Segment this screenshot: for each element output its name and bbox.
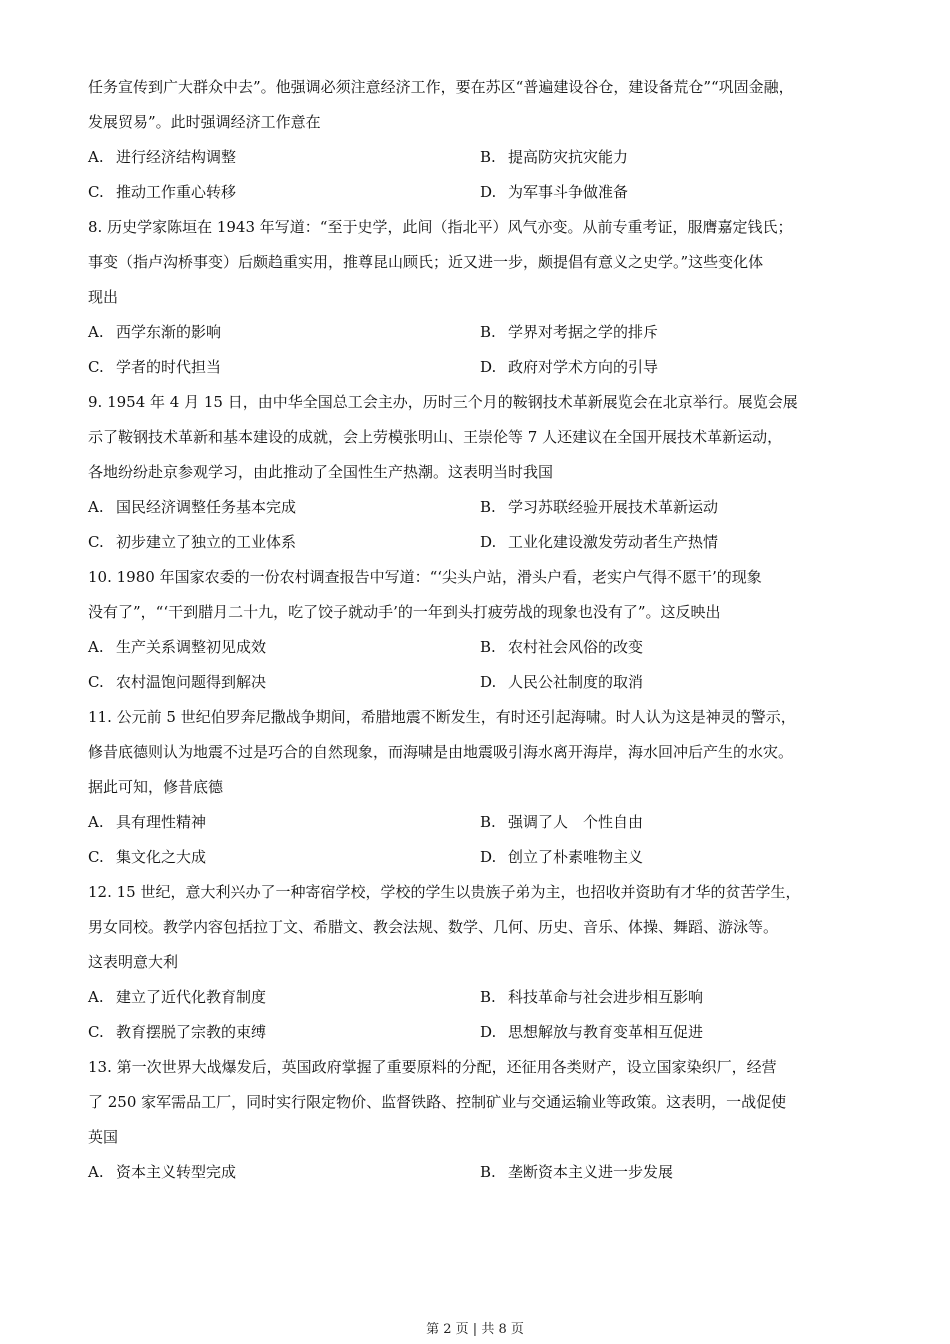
question-text-line: 修昔底德则认为地震不过是巧合的自然现象，而海啸是由地震吸引海水离开海岸，海水回冲后产生的水灾。 <box>88 743 794 761</box>
question-text-line: 发展贸易”。此时强调经济工作意在 <box>88 113 321 131</box>
question-12 <box>88 875 878 1050</box>
question-text-line: 事变（指卢沟桥事变）后颇趋重实用，推尊昆山顾氏；近又进一步，颇提倡有意义之史学。”这些变化体 <box>88 253 764 271</box>
question-text-line: 11. 公元前 5 世纪伯罗奔尼撒战争期间，希腊地震不断发生，有时还引起海啸。时人认为这是神灵的警示， <box>88 708 796 726</box>
option-d: D. 思想解放与教育变革相互促进 <box>480 1023 704 1041</box>
option-b: B. 学习苏联经验开展技术革新运动 <box>480 498 719 516</box>
option-c: C. 农村温饱问题得到解决 <box>88 673 267 691</box>
option-a: A. 具有理性精神 <box>88 813 207 831</box>
page-content <box>88 70 878 1190</box>
question-text-line: 12. 15 世纪，意大利兴办了一种寄宿学校，学校的学生以贵族子弟为主，也招收并资助有才华的贫苦学生， <box>88 883 801 901</box>
answer-options <box>88 630 878 700</box>
answer-options <box>88 490 878 560</box>
option-d: D. 工业化建设激发劳动者生产热情 <box>480 533 719 551</box>
option-d: D. 创立了朴素唯物主义 <box>480 848 644 866</box>
option-c: C. 教育摆脱了宗教的束缚 <box>88 1023 267 1041</box>
question-text-line: 任务宣传到广大群众中去”。他强调必须注意经济工作，要在苏区“普遍建设谷仓，建设备荒仓”“巩固金融， <box>88 78 794 96</box>
question-text-line: 10. 1980 年国家农委的一份农村调查报告中写道：“‘尖头户站，滑头户看，老实户气得不愿干’的现象 <box>88 568 762 586</box>
option-c: C. 集文化之大成 <box>88 848 207 866</box>
option-a: A. 国民经济调整任务基本完成 <box>88 498 297 516</box>
question-text-line: 9. 1954 年 4 月 15 日，由中华全国总工会主办，历时三个月的鞍钢技术革新展览会在北京举行。展览会展 <box>88 393 798 411</box>
page-number-footer: 第 2 页 | 共 8 页 <box>426 1322 524 1337</box>
option-a: A. 西学东渐的影响 <box>88 323 222 341</box>
question-text-line: 示了鞍钢技术革新和基本建设的成就，会上劳模张明山、王崇伦等 7 人还建议在全国开展技术革新运动， <box>88 428 783 446</box>
question-10 <box>88 560 878 700</box>
question-9 <box>88 385 878 560</box>
question-text-line: 男女同校。教学内容包括拉丁文、希腊文、教会法规、数学、几何、历史、音乐、体操、舞蹈、游泳等。 <box>88 918 779 936</box>
option-b: B. 农村社会风俗的改变 <box>480 638 644 656</box>
option-b: B. 提高防灾抗灾能力 <box>480 148 629 166</box>
question-8 <box>88 210 878 385</box>
option-b: B. 科技革命与社会进步相互影响 <box>480 988 704 1006</box>
option-d: D. 政府对学术方向的引导 <box>480 358 659 376</box>
option-d: D. 人民公社制度的取消 <box>480 673 644 691</box>
answer-options <box>88 980 878 1050</box>
option-b: B. 强调了人 个性自由 <box>480 813 644 831</box>
question-13 <box>88 1050 878 1190</box>
option-c: C. 推动工作重心转移 <box>88 183 237 201</box>
answer-options <box>88 140 878 210</box>
question-11 <box>88 700 878 875</box>
option-a: A. 进行经济结构调整 <box>88 148 237 166</box>
question-text-line: 据此可知，修昔底德 <box>88 778 224 796</box>
answer-options <box>88 805 878 875</box>
option-d: D. 为军事斗争做准备 <box>480 183 629 201</box>
answer-options <box>88 1155 878 1190</box>
question-text-line: 英国 <box>88 1128 119 1146</box>
option-a: A. 建立了近代化教育制度 <box>88 988 267 1006</box>
answer-options <box>88 315 878 385</box>
question-text-line: 这表明意大利 <box>88 953 179 971</box>
question-text-line: 各地纷纷赴京参观学习，由此推动了全国性生产热潮。这表明当时我国 <box>88 463 554 481</box>
option-a: A. 生产关系调整初见成效 <box>88 638 267 656</box>
option-a: A. 资本主义转型完成 <box>88 1163 237 1181</box>
option-c: C. 初步建立了独立的工业体系 <box>88 533 297 551</box>
question-text-line: 8. 历史学家陈垣在 1943 年写道：“至于史学，此间（指北平）风气亦变。从前专重考证，服膺嘉定钱氏； <box>88 218 793 236</box>
question-text-line: 没有了”，“‘干到腊月二十九，吃了饺子就动手’的一年到头打疲劳战的现象也没有了”。这反映出 <box>88 603 721 621</box>
option-b: B. 学界对考据之学的排斥 <box>480 323 659 341</box>
question-text-line: 13. 第一次世界大战爆发后，英国政府掌握了重要原料的分配，还征用各类财产，设立国家染织厂，经营 <box>88 1058 777 1076</box>
question-text-line: 了 250 家军需品工厂，同时实行限定物价、监督铁路、控制矿业与交通运输业等政策。这表明，一战促使 <box>88 1093 787 1111</box>
question-7-continued <box>88 70 878 210</box>
question-text-line: 现出 <box>88 288 119 306</box>
option-c: C. 学者的时代担当 <box>88 358 222 376</box>
option-b: B. 垄断资本主义进一步发展 <box>480 1163 674 1181</box>
